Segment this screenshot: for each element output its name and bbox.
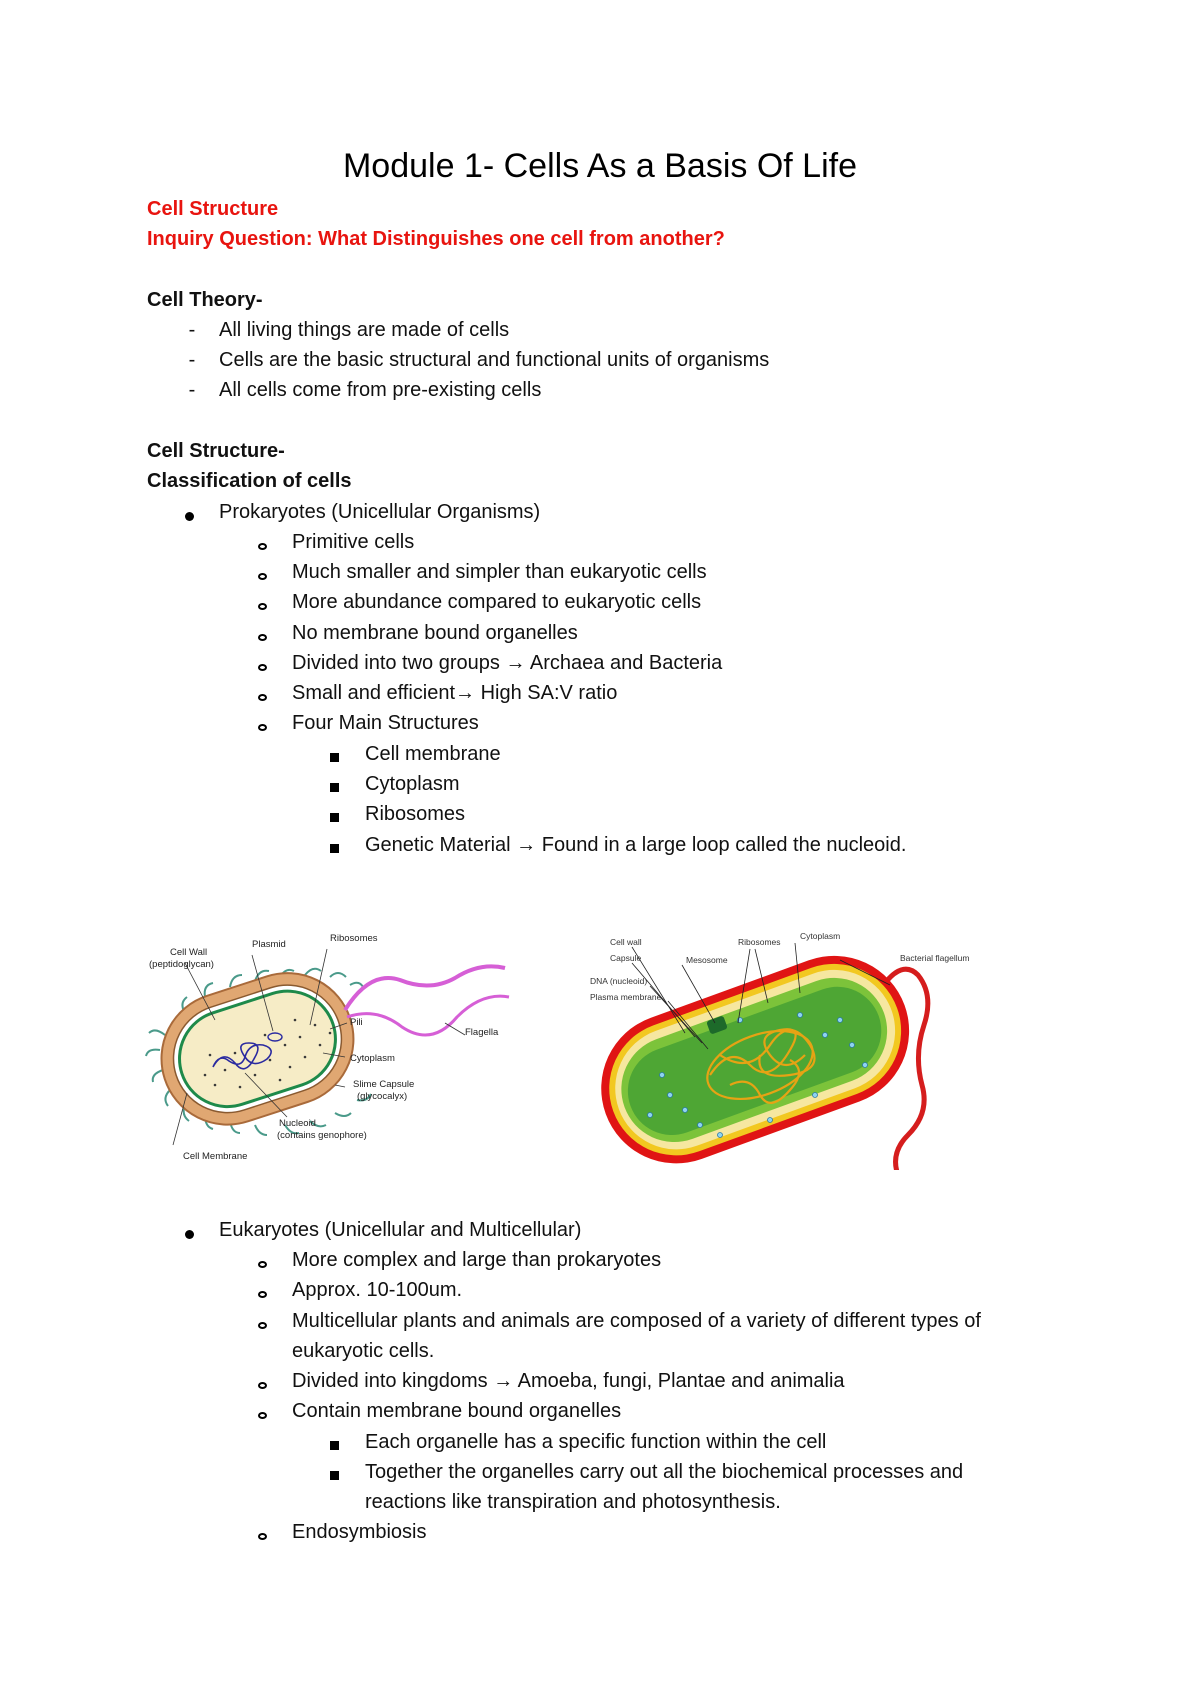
bullet-circle [258, 1533, 267, 1540]
bullet-square [330, 1471, 339, 1480]
bullet-circle [258, 603, 267, 610]
cell-theory-heading: Cell Theory- [147, 289, 263, 311]
classification-heading: Classification of cells [147, 470, 352, 492]
prokaryote-point: Four Main Structures [292, 712, 479, 734]
label-plasmid: Plasmid [252, 939, 286, 950]
inquiry-question: Inquiry Question: What Distinguishes one cell from another? [147, 228, 725, 250]
label-ribosomes: Ribosomes [738, 937, 781, 947]
eukaryote-point: Endosymbiosis [292, 1521, 427, 1543]
bullet-dot [185, 512, 194, 521]
label-dna-nucleoid: DNA (nucleoid) [590, 976, 648, 986]
bullet-circle [258, 573, 267, 580]
prokaryote-point: Divided into two groups → Archaea and Bacteria [292, 652, 723, 674]
bullet-square [330, 753, 339, 762]
page-title: Module 1- Cells As a Basis Of Life [342, 147, 857, 185]
cell-theory-item: Cells are the basic structural and functional units of organisms [219, 349, 770, 371]
bullet-square [330, 813, 339, 822]
structure-item: Cytoplasm [365, 773, 460, 795]
bullet-circle [258, 1382, 267, 1389]
label-plasma-membrane: Plasma membrane [590, 992, 662, 1002]
cell-theory-item: All cells come from pre-existing cells [219, 379, 542, 401]
bullet-circle [258, 694, 267, 701]
label-nucleoid: Nucleoid [279, 1118, 316, 1129]
bullet-circle [258, 1291, 267, 1298]
prokaryote-diagram-labeled [145, 925, 515, 1167]
prokaryote-point: No membrane bound organelles [292, 622, 578, 644]
eukaryote-point: Divided into kingdoms → Amoeba, fungi, Plantae and animalia [292, 1370, 845, 1392]
label-bacterial-flagellum: Bacterial flagellum [900, 953, 970, 963]
section-heading-cell-structure: Cell Structure [147, 198, 279, 220]
bullet-square [330, 783, 339, 792]
organelle-point-continuation: reactions like transpiration and photosynthesis. [365, 1491, 781, 1513]
label-glycocalyx: (glycocalyx) [357, 1091, 408, 1102]
cell-theory-item: All living things are made of cells [219, 319, 510, 341]
bullet-circle [258, 664, 267, 671]
label-cell-wall: Cell wall [610, 937, 642, 947]
label-capsule: Capsule [610, 953, 642, 963]
label-genophore: (contains genophore) [277, 1130, 367, 1141]
eukaryote-point: Approx. 10-100um. [292, 1279, 463, 1301]
bullet-circle [258, 724, 267, 731]
bullet-circle [258, 634, 267, 641]
structure-item: Ribosomes [365, 803, 466, 825]
eukaryote-point: Contain membrane bound organelles [292, 1400, 622, 1422]
label-pili: Pili [350, 1017, 363, 1028]
structure-item: Genetic Material → Found in a large loop called the nucleoid. [365, 834, 907, 856]
label-peptidoglycan: (peptidoglycan) [149, 959, 214, 970]
label-slime-capsule: Slime Capsule [353, 1079, 415, 1090]
dash-bullet: - [188, 379, 196, 401]
bullet-dot [185, 1230, 194, 1239]
bullet-circle [258, 543, 267, 550]
eukaryote-point: More complex and large than prokaryotes [292, 1249, 662, 1271]
label-cell-membrane: Cell Membrane [183, 1151, 248, 1162]
label-ribosomes: Ribosomes [330, 933, 378, 944]
bullet-circle [258, 1322, 267, 1329]
eukaryote-point: Multicellular plants and animals are composed of a variety of different types of [292, 1310, 981, 1332]
label-cytoplasm: Cytoplasm [800, 931, 841, 941]
label-mesosome: Mesosome [686, 955, 728, 965]
dash-bullet: - [188, 319, 196, 341]
bullet-square [330, 1441, 339, 1450]
eukaryote-point-continuation: eukaryotic cells. [292, 1340, 435, 1362]
organelle-point: Each organelle has a specific function within the cell [365, 1431, 827, 1453]
prokaryote-point: Small and efficient→ High SA:V ratio [292, 682, 618, 704]
prokaryote-point: Much smaller and simpler than eukaryotic cells [292, 561, 707, 583]
bullet-circle [258, 1261, 267, 1268]
prokaryotes-label: Prokaryotes (Unicellular Organisms) [219, 501, 541, 523]
bullet-circle [258, 1412, 267, 1419]
organelle-point: Together the organelles carry out all the biochemical processes and [365, 1461, 964, 1483]
cell-structure-heading: Cell Structure- [147, 440, 285, 462]
structure-item: Cell membrane [365, 743, 501, 765]
label-cytoplasm: Cytoplasm [350, 1053, 395, 1064]
bacterium-3d-diagram [590, 925, 995, 1170]
prokaryote-point: More abundance compared to eukaryotic cells [292, 591, 702, 613]
prokaryote-point: Primitive cells [292, 531, 415, 553]
dash-bullet: - [188, 349, 196, 371]
label-flagella: Flagella [465, 1027, 499, 1038]
eukaryotes-label: Eukaryotes (Unicellular and Multicellular) [219, 1219, 582, 1241]
label-cell-wall: Cell Wall [170, 947, 208, 958]
bullet-square [330, 844, 339, 853]
